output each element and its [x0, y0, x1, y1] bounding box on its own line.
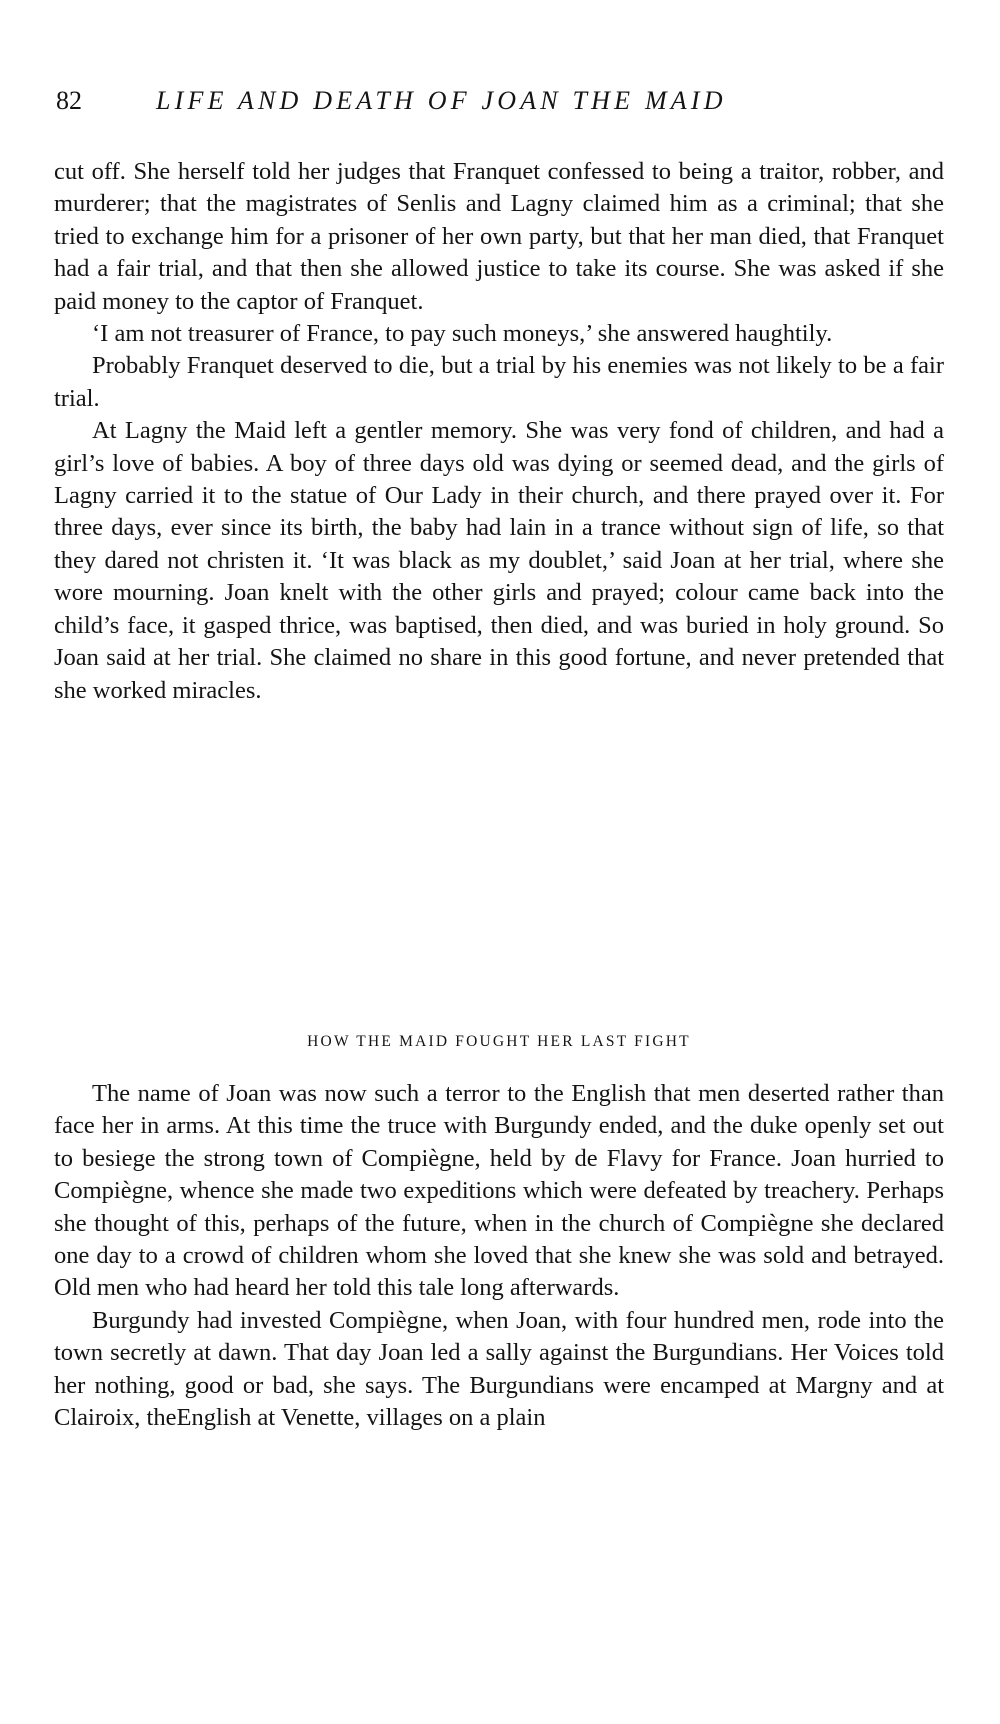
page-header [56, 86, 936, 122]
page-number: 82 [56, 86, 82, 115]
body-text-section-1 [54, 156, 944, 707]
paragraph: Probably Franquet deserved to die, but a trial by his enemies was not likely to be a fair trial. [54, 352, 944, 412]
section-heading: HOW THE MAID FOUGHT HER LAST FIGHT [307, 1033, 691, 1050]
paragraph: ‘I am not treasurer of France, to pay such moneys,’ she answered haughtily. [92, 320, 833, 348]
running-title: LIFE AND DEATH OF JOAN THE MAID [156, 86, 727, 115]
paragraph: The name of Joan was now such a terror to the English that men deserted rather than face her in arms. At this time the truce with Burgundy ended, and the duke openly set out to besiege the strong town of Compiègne, held by de Flavy for France. Joan hurried to Compiègne, whence she made two expeditions which were defeated by treachery. Perhaps she thought of this, perhaps of the future, when in the church of Compiègne she declared one day to a crowd of children whom she loved that she knew she was sold and betrayed. Old men who had heard her told this tale long afterwards. [54, 1080, 944, 1302]
paragraph: cut off. She herself told her judges that Franquet confessed to being a traitor, robber, and murderer; that the magistrates of Senlis and Lagny claimed him as a criminal; that she tried to exchange him for a prisoner of her own party, but that her man died, that Franquet had a fair trial, and that then she allowed justice to take its course. She was asked if she paid money to the captor of Franquet. [54, 158, 944, 315]
paragraph: Burgundy had invested Compiègne, when Joan, with four hundred men, rode into the town secretly at dawn. That day Joan led a sally against the Burgundians. Her Voices told her nothing, good or bad, she says. The Burgundians were encamped at Margny and at Clairoix, theEnglish at Venette, villages on a plain [54, 1306, 944, 1432]
paragraph: At Lagny the Maid left a gentler memory. She was very fond of children, and had a girl’s love of babies. A boy of three days old was dying or seemed dead, and the girls of Lagny carried it to the statue of Our Lady in their church, and there prayed over it. For three days, ever since its birth, the baby had lain in a trance without sign of life, so that they dared not christen it. ‘It was black as my doublet,’ said Joan at her trial, where she wore mourning. Joan knelt with the other girls and prayed; colour came back into the child’s face, it gasped thrice, was baptised, then died, and was buried in holy ground. So Joan said at her trial. She claimed no share in this good fortune, and never pretended that she worked miracles. [54, 417, 944, 704]
body-text-section-2 [54, 1078, 944, 1434]
